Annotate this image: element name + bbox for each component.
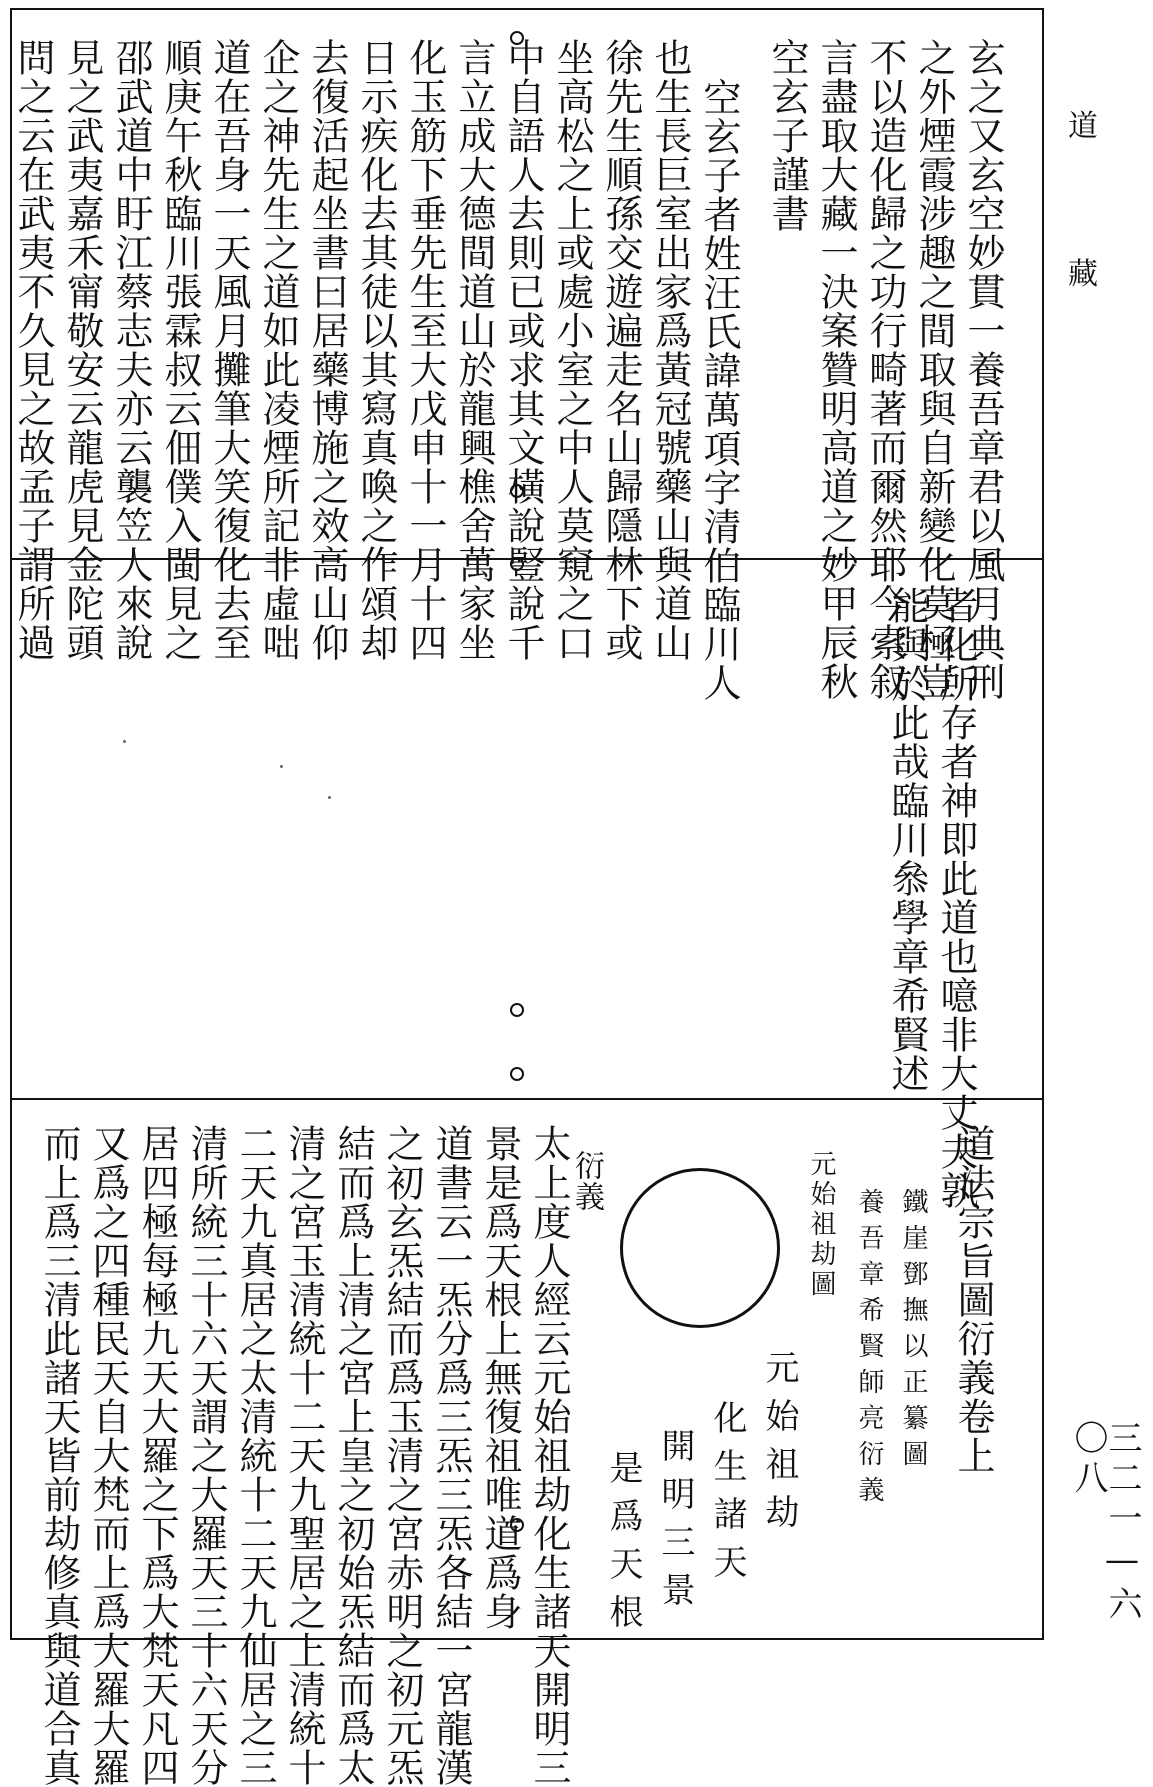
bottom-text-column: 之初玄炁結而爲玉清之宮赤明之初元炁 [380, 1124, 424, 1787]
scan-dot [328, 796, 331, 799]
top-text-column: 中自語人去則已或求其文橫說豎說千 [501, 38, 545, 662]
bottom-text-column: 而上爲三清此諸天皆前劫修真與道合真 [37, 1124, 81, 1787]
top-text-column: 玄之又玄空妙貫一養吾章君以風月典刑 [961, 38, 1005, 701]
diagram-label: 元始祖劫圖 [806, 1150, 836, 1300]
top-text-column: 言盡取大藏一決案贊明高道之妙甲辰秋 [814, 38, 858, 701]
top-text-column: 之外煙霞涉趣之間取與自新變化莫極豈 [912, 38, 956, 701]
diagram-text-4: 是爲天根 [603, 1450, 643, 1642]
top-text-column: 日示疾化去其徒以其寫真喚之作頌却 [354, 38, 398, 662]
section-label: 衍義 [569, 1150, 604, 1212]
bottom-text-column: 清之宮玉清統十二天九聖居之上清統十 [282, 1124, 326, 1787]
diagram-text-3: 開明三景 [655, 1428, 695, 1620]
circle-mark-icon [510, 1003, 524, 1017]
bottom-text-column: 結而爲上清之宮上皇之初始炁結而爲太 [331, 1124, 375, 1787]
page-number: 三二一—六〇八 [1068, 1420, 1142, 1626]
top-signature-column: 空玄子謹書 [765, 38, 809, 233]
top-text-column: 順庚午秋臨川張霖叔云佃僕入閩見之 [158, 38, 202, 662]
top-text-column: 邵武道中盱江蔡志夫亦云襲笠人來說 [109, 38, 153, 662]
top-text-column: 徐先生順孫交遊遍走名山歸隱林下或 [599, 38, 643, 662]
top-text-column: 也生長巨室出家爲黃冠號藥山與道山 [648, 38, 692, 662]
top-text-column: 坐高松之上或處小室之中人莫窺之口 [550, 38, 594, 662]
bottom-text-column: 道書云一炁分爲三炁三炁各結一宮龍漢 [429, 1124, 473, 1787]
top-panel [10, 8, 1044, 702]
scan-dot [280, 765, 283, 768]
top-text-column: 不以造化歸之功行畸著而爾然耶今索叙 [863, 38, 907, 701]
middle-text-column: 者化所存者神即此道也噫非大丈夫孰 [934, 586, 978, 1210]
bottom-title-column: 道法宗旨圖衍義卷上 [951, 1124, 995, 1475]
bottom-author-line-2: 養吾章希賢師亮衍義 [854, 1188, 884, 1512]
circle-mark-icon [510, 31, 524, 45]
diagram-circle-icon [620, 1168, 780, 1328]
middle-text-column: 能與於此哉臨川叅學章希賢述 [885, 586, 929, 1093]
scan-dot [123, 740, 126, 743]
bottom-text-column: 太上度人經云元始祖劫化生諸天開明三 [527, 1124, 571, 1787]
margin-character-zang: 藏 [1068, 257, 1098, 292]
top-text-column: 化玉筋下垂先生至大戊申十一月十四 [403, 38, 447, 662]
bottom-author-line-1: 鐵崖鄧撫以正纂圖 [898, 1188, 928, 1476]
margin-character-dao: 道 [1068, 109, 1098, 144]
top-text-column: 問之云在武夷不久見之故孟子謂所過 [11, 38, 55, 662]
top-text-column: 見之武夷嘉禾甯敬安云龍虎見金陀頭 [60, 38, 104, 662]
bottom-text-column: 二天九真居之太清統十二天九仙居之三 [233, 1124, 277, 1787]
circle-mark-icon [510, 557, 524, 571]
diagram-text-2: 化生諸天 [707, 1400, 747, 1592]
top-text-column: 道在吾身一天風月攤筆大笑復化去至 [207, 38, 251, 662]
top-text-column: 企之神先生之道如此凌煙所記非虛咄 [256, 38, 300, 662]
circle-mark-icon [510, 484, 524, 498]
bottom-panel [10, 1100, 1044, 1787]
top-text-column: 空玄子者姓汪氏諱萬項字清伯臨川人 [697, 78, 741, 702]
diagram-text-1: 元始祖劫 [759, 1350, 799, 1542]
bottom-text-column: 清所統三十六天謂之大羅天三十六天分 [184, 1124, 228, 1787]
bottom-text-column: 又爲之四種民天自大梵而上爲大羅大羅 [86, 1124, 130, 1787]
top-text-column: 言立成大德間道山於龍興樵舍萬家坐 [452, 38, 496, 662]
bottom-text-column: 居四極每極九天大羅之下爲大梵天凡四 [135, 1124, 179, 1787]
circle-mark-icon [510, 1518, 524, 1532]
top-text-column: 去復活起坐書曰居藥博施之效高山仰 [305, 38, 349, 662]
circle-mark-icon [510, 1067, 524, 1081]
bottom-text-column: 景是爲天根上無復祖唯道爲身 [478, 1124, 522, 1631]
